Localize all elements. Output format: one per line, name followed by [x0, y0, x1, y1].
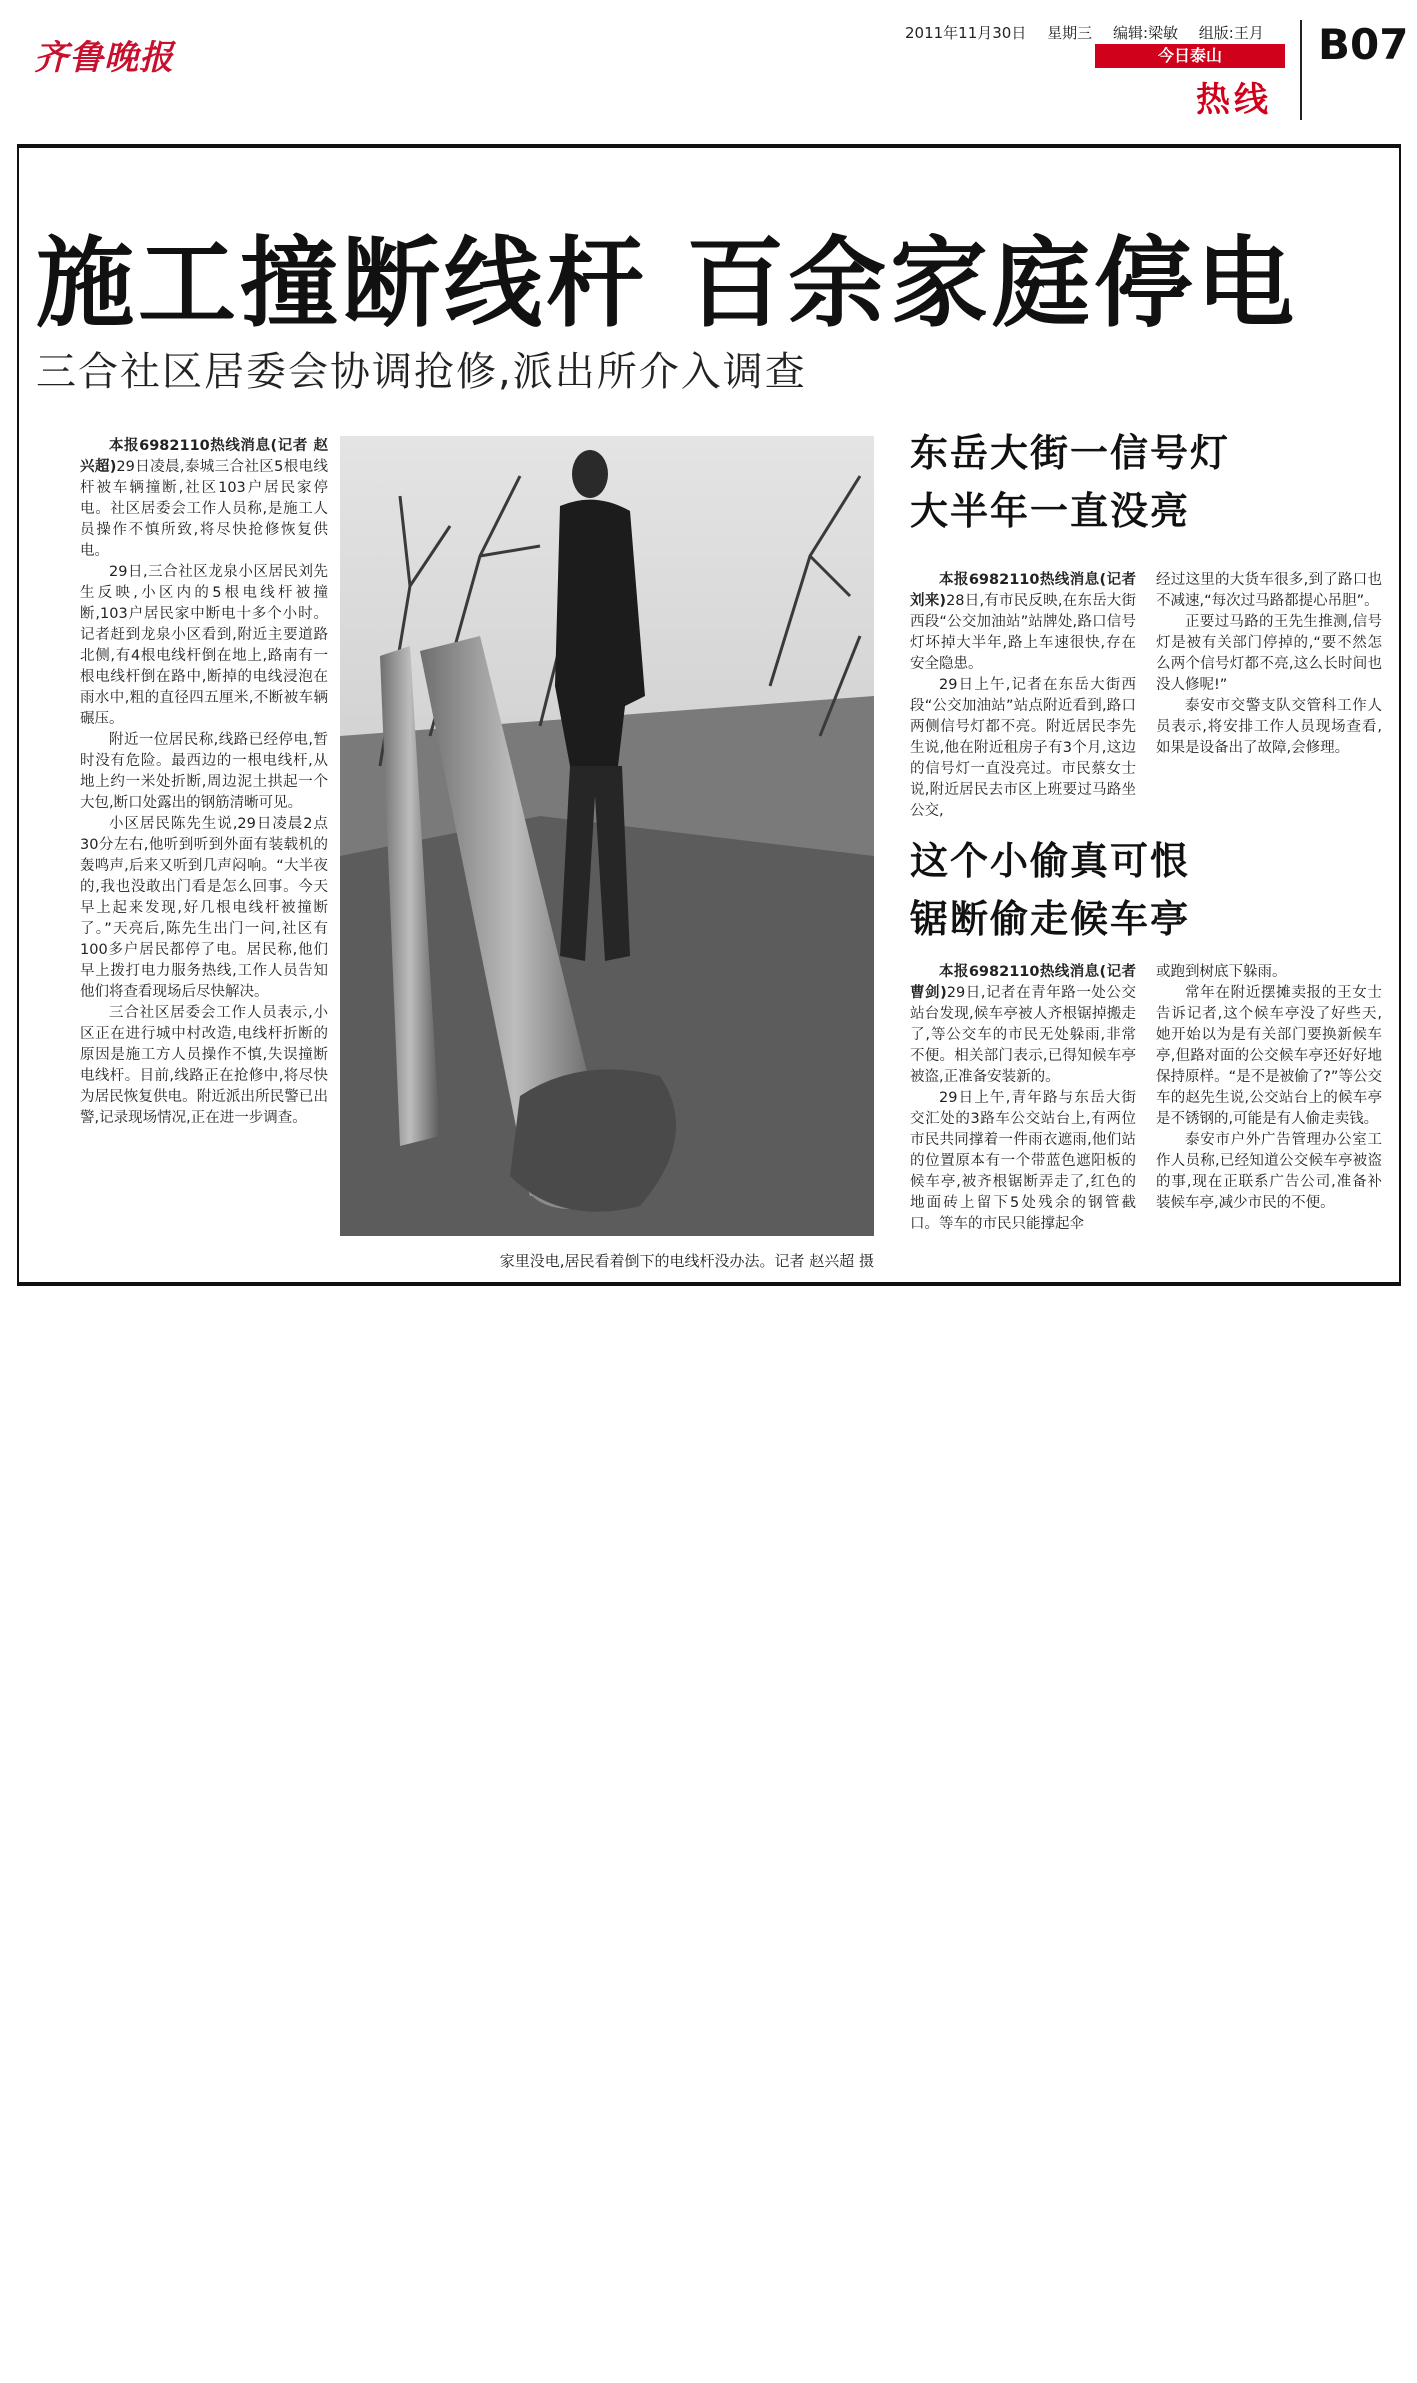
story-two-column-1 [910, 570, 1136, 822]
story-two-title-line1: 东岳大街一信号灯 [910, 431, 1231, 475]
issue-weekday: 星期三 [1047, 24, 1093, 42]
photo-illustration [340, 436, 874, 1236]
main-story-paragraph: 小区居民陈先生说,29日凌晨2点30分左右,他听到听到外面有装载机的轰鸣声,后来又听到几声闷响。“大半夜的,我也没敢出门看是怎么回事。今天早上起来发现,好几根电线杆被撞断了。”天亮后,陈先生出门一问,社区有100多户居民都停了电。居民称,他们早上拨打电力服务热线,工作人员告知他们将查看现场后尽快解决。 [80, 816, 328, 1000]
story-two-paragraph: 28日,有市民反映,在东岳大街西段“公交加油站”站牌处,路口信号灯坏掉大半年,路上车速很快,存在安全隐患。 [910, 593, 1136, 672]
story-three-paragraph: 泰安市户外广告管理办公室工作人员称,已经知道公交候车亭被盗的事,现在正联系广告公司,准备补装候车亭,减少市民的不便。 [1156, 1132, 1382, 1211]
story-three-column-1 [910, 962, 1136, 1235]
main-story-paragraph: 三合社区居委会工作人员表示,小区正在进行城中村改造,电线杆折断的原因是施工方人员操作不慎,失误撞断电线杆。目前,线路正在抢修中,将尽快为居民恢复供电。附近派出所民警已出警,记录现场情况,正在进一步调查。 [80, 1005, 328, 1126]
story-two-title-line2: 大半年一直没亮 [910, 489, 1191, 533]
newspaper-logo: 齐鲁晚报 [34, 38, 174, 78]
story-three-paragraph: 常年在附近摆摊卖报的王女士告诉记者,这个候车亭没了好些天,她开始以为是有关部门要换新候车亭,但路对面的公交候车亭还好好地保持原样。“是不是被偷了?”等公交车的赵先生说,公交站台上的候车亭是不锈钢的,可能是有人偷走卖钱。 [1156, 985, 1382, 1127]
story-three-title [910, 832, 1190, 948]
news-photo [340, 436, 874, 1236]
main-story-paragraph: 29日,三合社区龙泉小区居民刘先生反映,小区内的5根电线杆被撞断,103户居民家中断电十多个小时。记者赶到龙泉小区看到,附近主要道路北侧,有4根电线杆倒在地上,路南有一根电线杆倒在路中,断掉的电线浸泡在雨水中,粗的直径四五厘米,不断被车辆碾压。 [80, 564, 328, 727]
story-three-lead [910, 962, 1136, 1088]
section-name: 热线 [1196, 80, 1272, 120]
editor-credit: 编辑:梁敏 [1112, 24, 1178, 42]
story-two-byline: 本报6982110热线消息(记者 刘来) [910, 572, 1136, 609]
issue-date: 2011年11月30日 [905, 24, 1027, 42]
story-three-paragraph: 29日上午,青年路与东岳大街交汇处的3路车公交站台上,有两位市民共同撑着一件雨衣遮雨,他们站的位置原本有一个带蓝色遮阳板的候车亭,被齐根锯断弄走了,红色的地面砖上留下5处残余的钢管截口。等车的市民只能撑起伞 [910, 1090, 1136, 1232]
story-three-paragraph: 或跑到树底下躲雨。 [1156, 964, 1287, 980]
main-story-column [80, 436, 328, 1129]
photo-caption: 家里没电,居民看着倒下的电线杆没办法。记者 赵兴超 摄 [499, 1252, 874, 1270]
story-two-paragraph: 泰安市交警支队交管科工作人员表示,将安排工作人员现场查看,如果是设备出了故障,会修理。 [1156, 698, 1382, 756]
main-story-byline: 本报6982110热线消息(记者 赵兴超) [80, 438, 328, 475]
story-three-title-line2: 锯断偷走候车亭 [910, 897, 1191, 941]
main-subhead: 三合社区居委会协调抢修,派出所介入调查 [36, 349, 807, 395]
story-three-title-line1: 这个小偷真可恨 [910, 839, 1191, 883]
section-tag: 今日泰山 [1095, 44, 1285, 68]
story-two-paragraph: 经过这里的大货车很多,到了路口也不减速,“每次过马路都提心吊胆”。 [1156, 572, 1382, 609]
layout-credit: 组版:王月 [1198, 24, 1264, 42]
story-two-column-2 [1156, 570, 1382, 759]
main-story-paragraph: 附近一位居民称,线路已经停电,暂时没有危险。最西边的一根电线杆,从地上约一米处折断,周边泥土拱起一个大包,断口处露出的钢筋清晰可见。 [80, 732, 328, 811]
story-three-byline: 本报6982110热线消息(记者 曹剑) [910, 964, 1136, 1001]
story-three-paragraph: 29日,记者在青年路一处公交站台发现,候车亭被人齐根锯掉搬走了,等公交车的市民无处躲雨,非常不便。相关部门表示,已得知候车亭被盗,正准备安装新的。 [910, 985, 1136, 1085]
main-headline: 施工撞断线杆 百余家庭停电 [36, 227, 1299, 341]
story-three-column-2 [1156, 962, 1382, 1214]
main-story-lead [80, 436, 328, 562]
masthead-divider [1300, 20, 1302, 120]
dateline [905, 22, 1280, 43]
story-two-title [910, 424, 1230, 540]
story-two-paragraph: 正要过马路的王先生推测,信号灯是被有关部门停掉的,“要不然怎么两个信号灯都不亮,这么长时间也没人修呢!” [1156, 614, 1382, 693]
main-story-paragraph: 29日凌晨,泰城三合社区5根电线杆被车辆撞断,社区103户居民家停电。社区居委会工作人员称,是施工人员操作不慎所致,将尽快抢修恢复供电。 [80, 459, 328, 559]
story-two-paragraph: 29日上午,记者在东岳大街西段“公交加油站”站点附近看到,路口两侧信号灯都不亮。附近居民李先生说,他在附近租房子有3个月,这边的信号灯一直没亮过。市民蔡女士说,附近居民去市区上班要过马路坐公交, [910, 677, 1136, 819]
story-two-lead [910, 570, 1136, 675]
page-number: B07 [1318, 20, 1409, 69]
